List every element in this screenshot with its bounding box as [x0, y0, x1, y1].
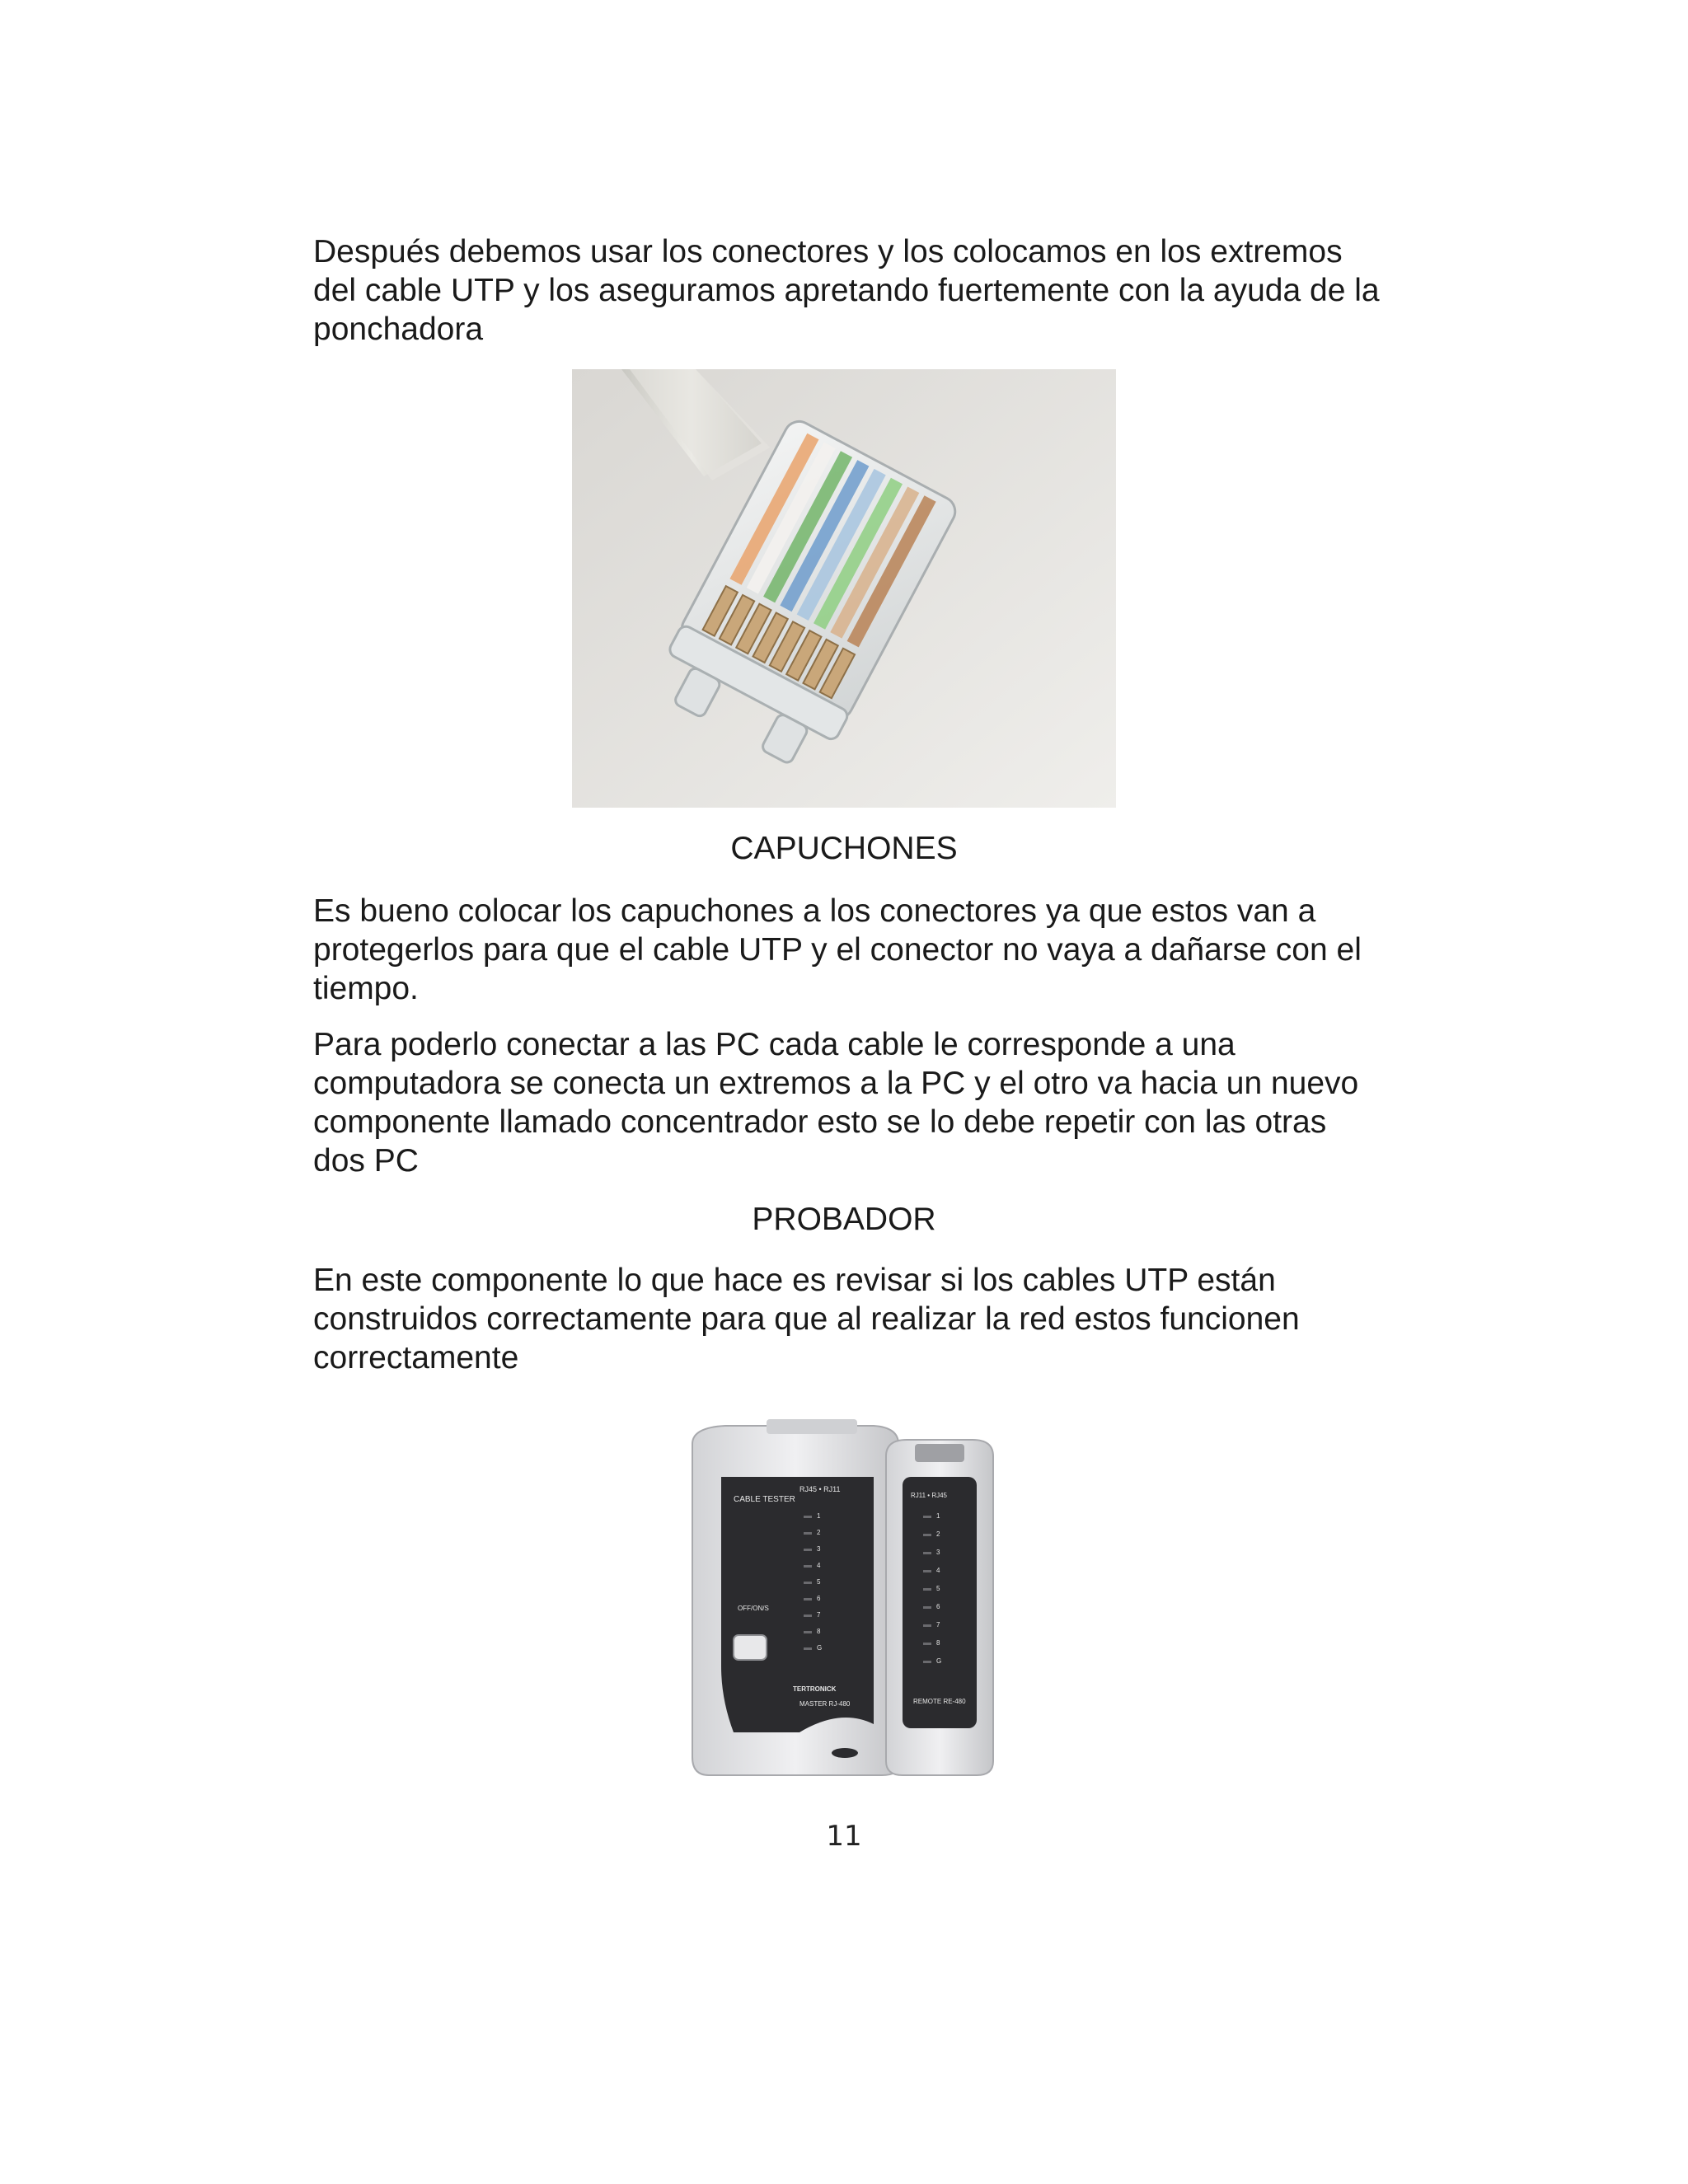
- cable-tester-label: CABLE TESTER: [734, 1495, 795, 1504]
- paragraph-connectors: Después debemos usar los conectores y los colocamos en los extremos del cable UTP y los aseguramos apretando fuertemente con la ayuda de la ponchadora: [313, 234, 1380, 347]
- master-led-5: [804, 1582, 812, 1584]
- master-header-label: RJ45 • RJ11: [799, 1485, 841, 1493]
- remote-led-label-G: G: [936, 1657, 942, 1665]
- remote-led-label-5: 5: [936, 1585, 940, 1592]
- remote-led-label-4: 4: [936, 1567, 940, 1574]
- remote-header-label: RJ11 • RJ45: [911, 1492, 948, 1499]
- remote-led-label-6: 6: [936, 1603, 940, 1610]
- remote-led-6: [923, 1606, 931, 1609]
- heading-probador: PROBADOR: [752, 1202, 936, 1237]
- remote-led-label-1: 1: [936, 1512, 940, 1520]
- brand-label: TERTRONICK: [793, 1685, 837, 1693]
- remote-unit: [886, 1440, 993, 1775]
- master-led-label-7: 7: [817, 1611, 821, 1619]
- master-led-label-2: 2: [817, 1529, 821, 1536]
- master-led-8: [804, 1631, 812, 1633]
- master-led-label-6: 6: [817, 1595, 821, 1602]
- switch-label: OFF/ON/S: [738, 1605, 769, 1612]
- remote-led-1: [923, 1516, 931, 1518]
- master-led-G: [804, 1647, 812, 1650]
- remote-led-G: [923, 1661, 931, 1663]
- paragraph-connection: Para poderlo conectar a las PC cada cable le corresponde a una computadora se conecta un extremos a la PC y el otro va hacia un nuevo componente llamado concentrador esto se lo debe repetir con las otras dos PC: [313, 1027, 1359, 1179]
- remote-led-label-7: 7: [936, 1621, 940, 1629]
- master-led-6: [804, 1598, 812, 1601]
- indicator-slot: [832, 1748, 858, 1758]
- master-model-label: MASTER RJ-480: [799, 1700, 851, 1708]
- remote-led-label-8: 8: [936, 1639, 940, 1647]
- remote-led-8: [923, 1643, 931, 1645]
- master-led-label-3: 3: [817, 1545, 821, 1553]
- remote-model-label: REMOTE RE-480: [913, 1698, 966, 1705]
- page-number: 11: [826, 1820, 862, 1853]
- remote-led-4: [923, 1570, 931, 1572]
- remote-led-label-3: 3: [936, 1549, 940, 1556]
- master-led-label-8: 8: [817, 1628, 821, 1635]
- rj45-connector-photo: [572, 369, 1116, 808]
- paragraph-probador: En este componente lo que hace es revisar si los cables UTP están construidos correctamente para que al realizar la red estos funcionen correctamente: [313, 1263, 1300, 1376]
- cable-tester-photo: [676, 1419, 1022, 1782]
- master-unit: [692, 1419, 898, 1775]
- master-led-label-G: G: [817, 1644, 823, 1652]
- remote-led-5: [923, 1588, 931, 1591]
- heading-capuchones: CAPUCHONES: [730, 831, 958, 866]
- paragraph-capuchones: Es bueno colocar los capuchones a los conectores ya que estos van a protegerlos para que el cable UTP y el conector no vaya a dañarse con el tiempo.: [313, 893, 1362, 1006]
- master-led-label-4: 4: [817, 1562, 821, 1569]
- master-led-2: [804, 1532, 812, 1535]
- master-led-3: [804, 1549, 812, 1551]
- remote-led-2: [923, 1534, 931, 1536]
- remote-led-7: [923, 1624, 931, 1627]
- master-led-7: [804, 1615, 812, 1617]
- master-led-label-1: 1: [817, 1512, 821, 1520]
- remote-led-3: [923, 1552, 931, 1554]
- master-led-label-5: 5: [817, 1578, 821, 1586]
- master-led-1: [804, 1516, 812, 1518]
- master-led-4: [804, 1565, 812, 1568]
- remote-led-label-2: 2: [936, 1530, 940, 1538]
- power-switch: [734, 1635, 767, 1660]
